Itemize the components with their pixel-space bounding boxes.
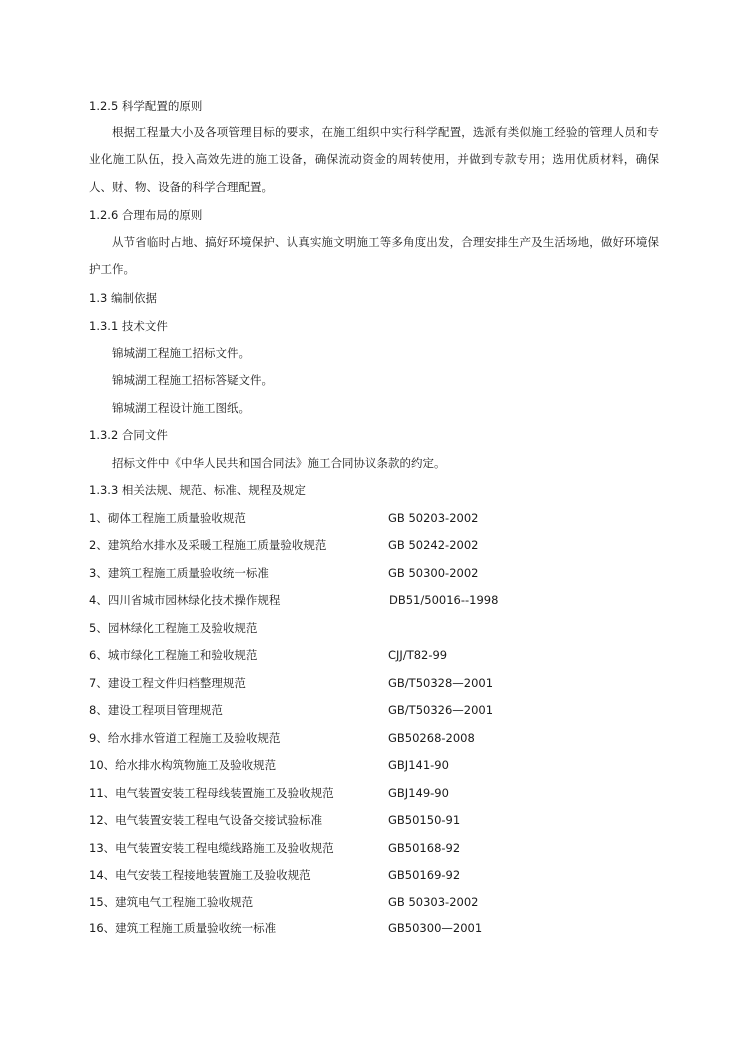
standard-code: GB50150-91: [388, 813, 461, 827]
standard-code: GB50169-92: [388, 868, 461, 882]
standard-code: GB50168-92: [388, 841, 461, 855]
standard-name: 9、给水排水管道工程施工及验收规范: [89, 731, 281, 745]
standard-code: GB 50242-2002: [388, 538, 479, 552]
standard-row: [89, 647, 649, 663]
standard-name: 16、建筑工程施工质量验收统一标准: [89, 921, 277, 935]
section-heading-1-3-3: 1.3.3 相关法规、规范、标准、规程及规定: [89, 483, 306, 497]
standard-row: [89, 675, 649, 691]
standard-name: 6、城市绿化工程施工和验收规范: [89, 648, 258, 662]
standard-name: 15、建筑电气工程施工验收规范: [89, 895, 254, 909]
standard-row: [89, 620, 649, 636]
standard-name: 1、砌体工程施工质量验收规范: [89, 511, 246, 525]
standard-name: 13、电气装置安装工程电缆线路施工及验收规范: [89, 841, 334, 855]
standard-name: 8、建设工程项目管理规范: [89, 703, 223, 717]
standard-code: GBJ149-90: [388, 786, 449, 800]
standard-code: GB 50300-2002: [388, 566, 479, 580]
standard-row: [89, 510, 649, 526]
standard-code: GB/T50328—2001: [388, 676, 494, 690]
contract-doc-text: 招标文件中《中华人民共和国合同法》施工合同协议条款的约定。: [112, 456, 446, 470]
standard-row: [89, 894, 649, 910]
tech-doc-item: 锦城湖工程施工招标文件。: [112, 346, 250, 360]
standard-name: 14、电气安装工程接地装置施工及验收规范: [89, 868, 311, 882]
section-heading-1-2-5: 1.2.5 科学配置的原则: [89, 99, 203, 113]
section-heading-1-2-6: 1.2.6 合理布局的原则: [89, 208, 203, 222]
standard-name: 7、建设工程文件归档整理规范: [89, 676, 246, 690]
standard-code: GB 50203-2002: [388, 511, 479, 525]
standard-code: DB51/50016--1998: [389, 593, 499, 607]
standard-name: 3、建筑工程施工质量验收统一标准: [89, 566, 269, 580]
paragraph-rational-layout: 从节省临时占地、搞好环境保护、认真实施文明施工等多角度出发，合理安排生产及生活场地，做好环境保护工作。: [89, 235, 659, 277]
standard-row: [89, 565, 649, 581]
tech-doc-item: 锦城湖工程施工招标答疑文件。: [112, 373, 273, 387]
standard-name: 2、建筑给水排水及采暖工程施工质量验收规范: [89, 538, 327, 552]
section-heading-1-3-2: 1.3.2 合同文件: [89, 428, 168, 442]
standard-row: [89, 920, 649, 936]
standard-row: [89, 537, 649, 553]
standard-name: 5、园林绿化工程施工及验收规范: [89, 621, 258, 635]
standard-code: GB50300—2001: [388, 921, 483, 935]
paragraph-scientific-allocation: 根据工程量大小及各项管理目标的要求，在施工组织中实行科学配置，选派有类似施工经验的管理人员和专业化施工队伍，投入高效先进的施工设备，确保流动资金的周转使用，并做到专款专用；选用优质材料，确保人、财、物、设备的科学合理配置。: [89, 125, 659, 194]
standard-code: CJJ/T82-99: [388, 648, 448, 662]
standard-row: [89, 867, 649, 883]
standard-code: GBJ141-90: [388, 758, 449, 772]
standard-row: [89, 840, 649, 856]
standard-code: GB50268-2008: [388, 731, 475, 745]
standard-row: [89, 812, 649, 828]
standard-name: 4、四川省城市园林绿化技术操作规程: [89, 593, 281, 607]
section-heading-1-3: 1.3 编制依据: [89, 291, 157, 305]
standard-row: [89, 702, 649, 718]
standard-code: GB/T50326—2001: [388, 703, 494, 717]
section-heading-1-3-1: 1.3.1 技术文件: [89, 319, 168, 333]
standard-name: 12、电气装置安装工程电气设备交接试验标准: [89, 813, 323, 827]
standard-row: [89, 730, 649, 746]
standard-row: [89, 785, 649, 801]
standard-name: 10、给水排水构筑物施工及验收规范: [89, 758, 277, 772]
standard-row: [89, 757, 649, 773]
standard-name: 11、电气装置安装工程母线装置施工及验收规范: [89, 786, 334, 800]
tech-doc-item: 锦城湖工程设计施工图纸。: [112, 401, 250, 415]
standard-code: GB 50303-2002: [388, 895, 479, 909]
standard-row: [89, 592, 649, 608]
